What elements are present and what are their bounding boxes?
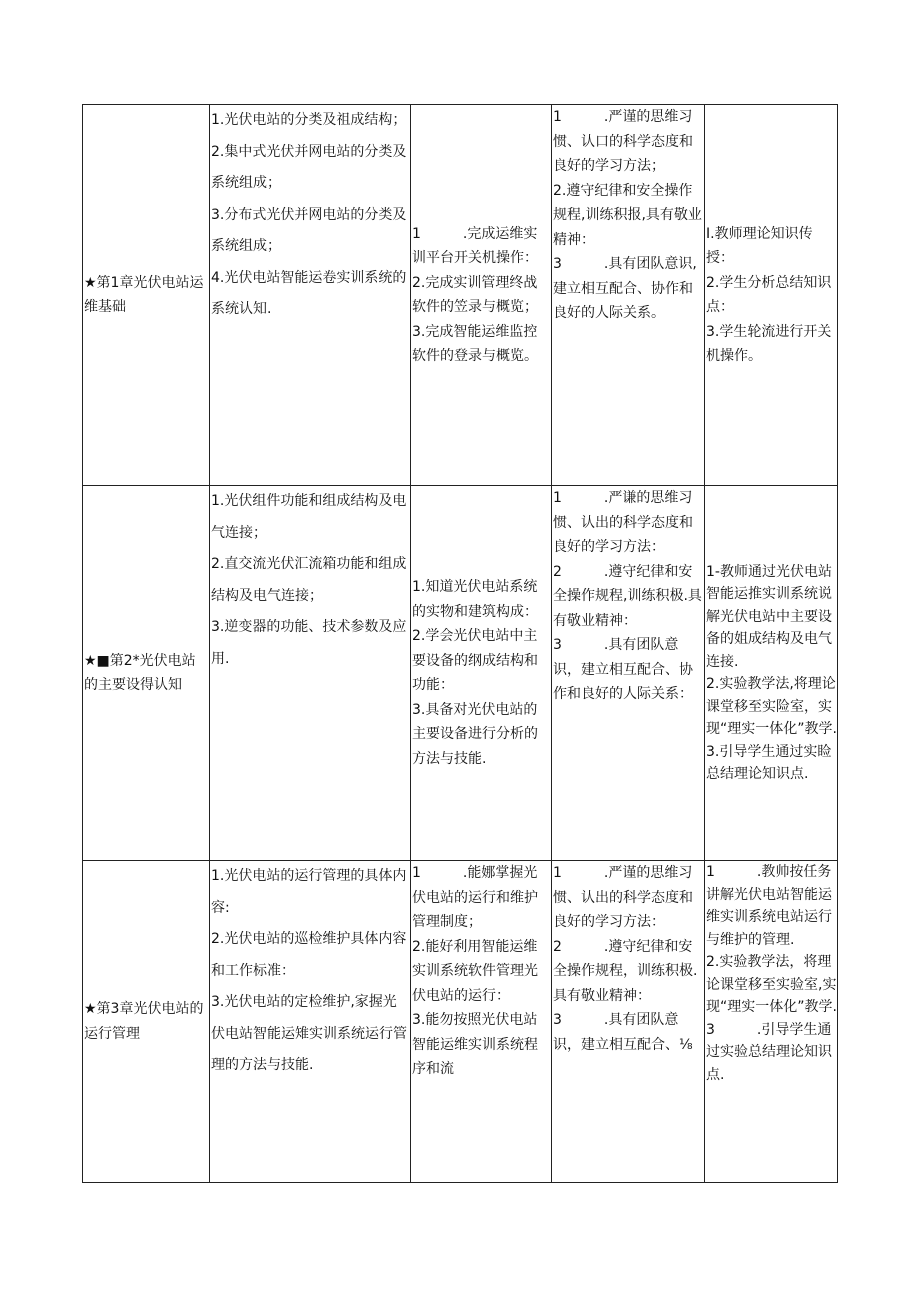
method-item: I.教师理论知识传授： <box>706 225 813 266</box>
knowledge-item: 1.光伏组件功能和组成结构及电气连接； <box>211 493 407 541</box>
skills-cell <box>411 861 552 1183</box>
knowledge-item: 3.逆变器的功能、技术参数及应用. <box>211 619 407 667</box>
attitude-cell <box>552 105 705 486</box>
method-item: 2.实验教学法，将理论课堂移至实验室,实现“理实一体化”教学. <box>706 954 837 1015</box>
attitude-item: 2 .遵守纪律和安全操作规程，训练积极.具有敬业精神： <box>553 938 698 1004</box>
attitude-item: 2 .遵守纪律和安全操作规程,训练积极.具有敬业精神： <box>553 563 702 629</box>
knowledge-cell <box>210 486 411 861</box>
knowledge-cell <box>210 861 411 1183</box>
table-row <box>83 861 838 1183</box>
attitude-item: 3 .具有团队意识，建立相互配合、协作和良好的人际关系： <box>553 637 693 702</box>
method-item: 2.学生分析总结知识点： <box>706 274 832 315</box>
skill-item: 1 .完成运维实训平台开关机操作： <box>412 225 538 266</box>
skill-item: 3.具备对光伏电站的主要设备进行分析的方法与技能. <box>412 701 538 767</box>
attitude-item: 2.遵守纪律和安全操作规程,训练积报,具有敬业精神： <box>553 182 702 248</box>
attitude-item: 3 .具有团队意识,建立相互配合、协作和良好的人际关系。 <box>553 256 697 321</box>
knowledge-item: 2.光伏电站的巡检维护具体内容和工作标准： <box>211 931 407 979</box>
attitude-item: 1 .严谨的思维习惯、认口的科学态度和良好的学习方法； <box>553 109 693 174</box>
method-item: 3 .引导学生通过实验总结理论知识点. <box>706 1021 832 1083</box>
knowledge-cell <box>210 105 411 486</box>
skills-cell <box>411 105 552 486</box>
method-item: 2.实验教学法,将理论课堂移至实险室，实现“理实一体化”教学. <box>706 676 837 737</box>
skill-item: 1 .能娜掌握光伏电站的运行和维护管理制度； <box>412 865 538 930</box>
chapter-cell <box>83 486 210 861</box>
method-item: 3.引导学生通过实睑总结理论知识点. <box>706 743 832 782</box>
skill-item: 3.能勿按照光伏电站智能运维实训系统程序和流 <box>412 1012 538 1077</box>
attitude-item: 3 .具有团队意识，建立相互配合、⅛ <box>553 1012 693 1053</box>
attitude-item: 1 .严谦的思维习惯、认出的科学态度和良好的学习方法： <box>553 490 693 555</box>
knowledge-item: 2.直交流光伏汇流箱功能和组成结构及电气连接； <box>211 556 407 604</box>
chapter-title: ★第3章光伏电站的运行管理 <box>84 1001 204 1042</box>
attitude-cell <box>552 486 705 861</box>
skill-item: 3.完成智能运维监控软件的登录与概览。 <box>412 323 538 364</box>
syllabus-table <box>82 104 838 1183</box>
method-cell <box>705 861 838 1183</box>
knowledge-item: 1.光伏电站的分类及祖成结构； <box>211 112 407 128</box>
chapter-cell <box>83 105 210 486</box>
skill-item: 2.能好利用智能运维实训系统软件管理光伏电站的运行： <box>412 938 538 1004</box>
method-item: 1-教师通过光伏电站智能运推实训系统说解光伏电站中主要设备的姐成结构及电气连接. <box>706 563 832 670</box>
chapter-title: ★第1章光伏电站运维基础 <box>84 274 204 315</box>
method-cell <box>705 486 838 861</box>
skill-item: 1.知道光伏电站系统的实物和建筑构成： <box>412 579 538 620</box>
chapter-cell <box>83 861 210 1183</box>
attitude-cell <box>552 861 705 1183</box>
knowledge-item: 3.光伏电站的定检维护,家握光伏电站智能运雉实训系统运行管理的方法与技能. <box>211 994 407 1073</box>
method-item: 3.学生轮流进行开关机操作。 <box>706 323 832 364</box>
method-cell <box>705 105 838 486</box>
knowledge-item: 2.集中式光伏并网电站的分类及系统组成； <box>211 143 407 191</box>
chapter-title: ★■第2*光伏电站的主要设得认知 <box>84 652 196 693</box>
skill-item: 2.完成实训管理终战软件的笠录与概览； <box>412 274 538 315</box>
knowledge-item: 3.分布式光伏并网电站的分类及系统组成； <box>211 206 407 254</box>
knowledge-item: 1.光伏电站的运行管理的具体内容: <box>211 868 407 916</box>
table-row <box>83 105 838 486</box>
knowledge-item: 4.光伏电站智能运卷实训系统的系统认知. <box>211 269 407 317</box>
skills-cell <box>411 486 552 861</box>
attitude-item: 1 .严谨的思维习惯、认出的科学态度和良好的学习方法： <box>553 865 693 930</box>
table-row <box>83 486 838 861</box>
method-item: 1 .教帅按任务讲解光伏电站智能运维实训系统电站运行与维护的管理. <box>706 864 832 948</box>
skill-item: 2.学会光伏电站中主要设备的纲成结构和功能： <box>412 628 538 693</box>
